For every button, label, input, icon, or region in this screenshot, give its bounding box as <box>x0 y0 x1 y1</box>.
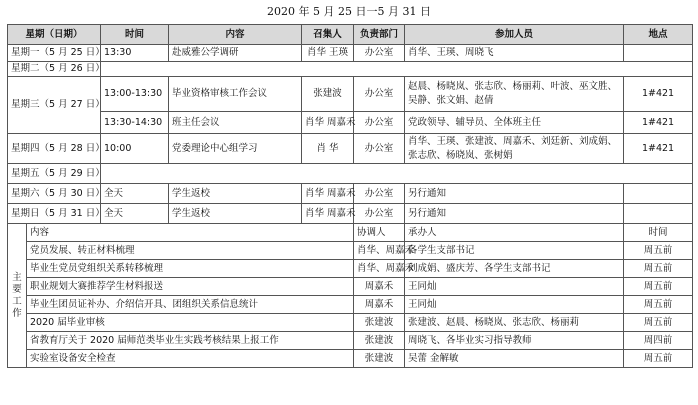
task-content: 省教育厅关于 2020 届师范类毕业生实践考核结果上报工作 <box>27 332 354 350</box>
dept-cell: 办公室 <box>354 184 405 204</box>
task-content: 职业规划大赛推荐学生材料报送 <box>27 278 354 296</box>
dept-cell: 办公室 <box>354 45 405 62</box>
table-row <box>8 204 693 224</box>
convener-cell: 肖华 周嘉禾 <box>302 112 354 134</box>
convener-cell: 肖 华 <box>302 134 354 164</box>
task-coordinator: 周嘉禾 <box>354 278 405 296</box>
day-cell: 星期四（5 月 28 日） <box>8 134 101 164</box>
task-coordinator: 周嘉禾 <box>354 296 405 314</box>
schedule-table <box>7 24 693 368</box>
table-row <box>8 62 693 77</box>
dept-cell: 办公室 <box>354 204 405 224</box>
table-row <box>8 77 693 112</box>
content-cell: 学生返校 <box>169 184 302 204</box>
convener-cell: 肖华 周嘉禾 <box>302 184 354 204</box>
location-cell <box>624 45 693 62</box>
table-row <box>8 134 693 164</box>
task-handler: 王同灿 <box>405 278 624 296</box>
participants-cell: 赵晨、杨晓岚、张志欣、杨丽莉、叶波、巫文胜、吴静、张文娟、赵倩 <box>405 77 624 112</box>
task-handler: 刘成娟、盛庆芳、各学生支部书记 <box>405 260 624 278</box>
page-title: 2020 年 5 月 25 日一5 月 31 日 <box>267 5 431 18</box>
header-location: 地点 <box>624 25 693 45</box>
table-header-row <box>8 25 693 45</box>
task-row <box>8 332 693 350</box>
tasks-header-time: 时间 <box>624 224 693 242</box>
empty-cell <box>101 164 693 184</box>
task-coordinator: 肖华、周嘉禾 <box>354 260 405 278</box>
tasks-header-row <box>8 224 693 242</box>
content-cell: 学生返校 <box>169 204 302 224</box>
content-cell: 赴威雅公学调研 <box>169 45 302 62</box>
task-row <box>8 296 693 314</box>
task-row <box>8 242 693 260</box>
header-content: 内容 <box>169 25 302 45</box>
task-content: 2020 届毕业审核 <box>27 314 354 332</box>
day-cell: 星期三（5 月 27 日） <box>8 77 101 134</box>
content-cell: 班主任会议 <box>169 112 302 134</box>
time-cell: 13:30 <box>101 45 169 62</box>
task-handler: 各学生支部书记 <box>405 242 624 260</box>
header-dept: 负责部门 <box>354 25 405 45</box>
convener-cell: 肖华 周嘉禾 <box>302 204 354 224</box>
task-time: 周五前 <box>624 350 693 368</box>
task-row <box>8 314 693 332</box>
participants-cell: 党政领导、辅导员、全体班主任 <box>405 112 624 134</box>
tasks-header-coordinator: 协调人 <box>354 224 405 242</box>
day-cell: 星期六（5 月 30 日） <box>8 184 101 204</box>
task-time: 周四前 <box>624 332 693 350</box>
day-cell: 星期日（5 月 31 日） <box>8 204 101 224</box>
task-content: 毕业生团员证补办、介绍信开具、团组织关系信息统计 <box>27 296 354 314</box>
task-time: 周五前 <box>624 242 693 260</box>
task-coordinator: 张建波 <box>354 314 405 332</box>
task-row <box>8 350 693 368</box>
task-row <box>8 278 693 296</box>
task-content: 毕业生党员党组织关系转移梳理 <box>27 260 354 278</box>
task-time: 周五前 <box>624 278 693 296</box>
time-cell: 13:00-13:30 <box>101 77 169 112</box>
content-cell: 党委理论中心组学习 <box>169 134 302 164</box>
time-cell: 全天 <box>101 204 169 224</box>
location-cell <box>624 204 693 224</box>
table-row <box>8 184 693 204</box>
dept-cell: 办公室 <box>354 77 405 112</box>
participants-cell: 另行通知 <box>405 204 624 224</box>
table-row <box>8 45 693 62</box>
dept-cell: 办公室 <box>354 134 405 164</box>
tasks-side-label: 主要工作 <box>8 224 27 368</box>
time-cell: 13:30-14:30 <box>101 112 169 134</box>
time-cell: 10:00 <box>101 134 169 164</box>
day-cell: 星期一（5 月 25 日） <box>8 45 101 62</box>
time-cell: 全天 <box>101 184 169 204</box>
task-handler: 王同灿 <box>405 296 624 314</box>
header-convener: 召集人 <box>302 25 354 45</box>
content-cell: 毕业资格审核工作会议 <box>169 77 302 112</box>
task-handler: 周晓飞、各毕业实习指导教师 <box>405 332 624 350</box>
empty-cell <box>101 62 693 77</box>
task-content: 实验室设备安全检查 <box>27 350 354 368</box>
header-participants: 参加人员 <box>405 25 624 45</box>
task-handler: 吴蕾 金解敏 <box>405 350 624 368</box>
table-row <box>8 164 693 184</box>
day-cell: 星期五（5 月 29 日） <box>8 164 101 184</box>
convener-cell: 张建波 <box>302 77 354 112</box>
location-cell: 1#421 <box>624 134 693 164</box>
dept-cell: 办公室 <box>354 112 405 134</box>
header-week: 星期（日期） <box>8 25 101 45</box>
task-handler: 张建波、赵晨、杨晓岚、张志欣、杨丽莉 <box>405 314 624 332</box>
location-cell: 1#421 <box>624 77 693 112</box>
task-row <box>8 260 693 278</box>
participants-cell: 肖华、王瑛、张建波、周嘉禾、刘廷新、刘成娟、张志欣、杨晓岚、张树娟 <box>405 134 624 164</box>
task-time: 周五前 <box>624 260 693 278</box>
table-row <box>8 112 693 134</box>
task-content: 党员发展、转正材料梳理 <box>27 242 354 260</box>
task-coordinator: 肖华、周嘉禾 <box>354 242 405 260</box>
task-time: 周五前 <box>624 314 693 332</box>
participants-cell: 另行通知 <box>405 184 624 204</box>
location-cell <box>624 184 693 204</box>
task-time: 周五前 <box>624 296 693 314</box>
convener-cell: 肖华 王瑛 <box>302 45 354 62</box>
day-cell: 星期二（5 月 26 日） <box>8 62 101 77</box>
location-cell: 1#421 <box>624 112 693 134</box>
header-time: 时间 <box>101 25 169 45</box>
tasks-header-content: 内容 <box>27 224 354 242</box>
participants-cell: 肖华、王瑛、周晓飞 <box>405 45 624 62</box>
task-coordinator: 张建波 <box>354 350 405 368</box>
task-coordinator: 张建波 <box>354 332 405 350</box>
tasks-header-handler: 承办人 <box>405 224 624 242</box>
